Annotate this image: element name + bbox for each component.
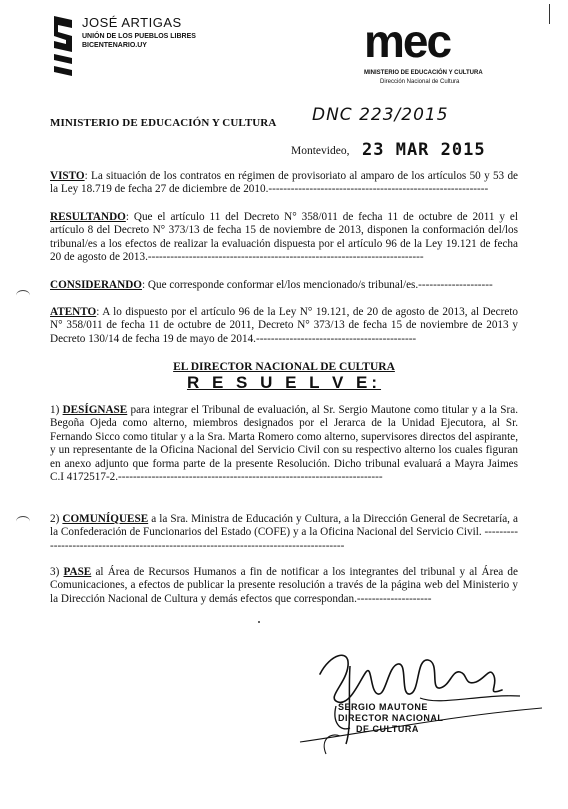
ministry-heading: MINISTERIO DE EDUCACIÓN Y CULTURA bbox=[50, 117, 277, 129]
item-3-label: PASE bbox=[63, 566, 92, 578]
director-title: EL DIRECTOR NACIONAL DE CULTURA bbox=[173, 361, 395, 373]
date-stamp: 23 MAR 2015 bbox=[362, 140, 486, 160]
signatory-title-2: DE CULTURA bbox=[356, 724, 419, 734]
considerando-text: : Que corresponde conformar el/los mencionado/s tribunal/es.-------------------- bbox=[142, 279, 493, 291]
considerando-label: CONSIDERANDO bbox=[50, 279, 142, 291]
artigas-name: JOSÉ ARTIGAS bbox=[82, 15, 182, 30]
visto-text: : La situación de los contratos en régimen de provisoriato al amparo de los artículos 50 y 53 de la Ley 18.719 de fecha 27 de diciembre de 2010.----------------------------------------------------------- bbox=[50, 170, 518, 196]
item-2-label: COMUNÍQUESE bbox=[62, 513, 149, 525]
mec-department: Dirección Nacional de Cultura bbox=[380, 79, 460, 85]
punch-hole-mark-2 bbox=[16, 516, 30, 527]
item-1-paragraph bbox=[50, 404, 518, 484]
item-2-text: a la Sra. Ministra de Educación y Cultura, a la Dirección General de Secretaría, a la Confederación de Funcionarios del Estado (COFE) y a la Oficina Nacional del Servicio Civil. ---------------------------------------------------------------------------------------- bbox=[50, 513, 519, 552]
item-1-number: 1) bbox=[50, 404, 63, 416]
item-1-label: DESÍGNASE bbox=[62, 404, 128, 416]
resultando-text: : Que el artículo 11 del Decreto N° 358/011 de fecha 11 de octubre de 2011 y el artículo 8 del Decreto N° 373/13 de fecha 15 de noviembre de 2013, disponen la conformación del/los tribunal/es a los efectos de realizar la evaluación dispuesta por el artículo 96 de la Ley 19.121 de fecha 20 de agosto de 2013.-------------------------------------------------------------------------- bbox=[50, 211, 518, 264]
stray-dot bbox=[258, 621, 260, 623]
item-3-text: al Área de Recursos Humanos a fin de notificar a los integrantes del tribunal y al Área de Comunicaciones, a efectos de publicar la presente resolución a través de la página web del Ministerio y la Dirección Nacional de Cultura y demás efectos que correspondan.-------------------- bbox=[50, 566, 518, 605]
considerando-paragraph bbox=[50, 279, 518, 292]
handwritten-reference: DNC 223/2015 bbox=[312, 105, 449, 125]
punch-hole-mark bbox=[16, 290, 30, 301]
item-3-paragraph bbox=[50, 566, 518, 606]
resuelve-heading: R E S U E L V E: bbox=[186, 373, 382, 392]
item-3-number: 3) bbox=[50, 566, 64, 578]
visto-label: VISTO bbox=[50, 170, 85, 182]
atento-label: ATENTO bbox=[50, 306, 97, 318]
resultando-label: RESULTANDO bbox=[50, 211, 126, 223]
atento-text: : A lo dispuesto por el artículo 96 de la Ley N° 19.121, de 20 de agosto de 2013, al Decreto N° 358/011 de fecha 11 de octubre de 2011, Decreto N° 373/13 de fecha 15 de noviembre de 2013 y Decreto 130/14 de fecha 19 de mayo de 2014.------------------------------------------- bbox=[50, 306, 518, 345]
mec-subtitle: MINISTERIO DE EDUCACIÓN Y CULTURA bbox=[364, 70, 483, 76]
artigas-site: BICENTENARIO.UY bbox=[82, 41, 147, 49]
item-1-text: para integrar el Tribunal de evaluación, al Sr. Sergio Mautone como titular y a la Sra. Begoña Ojeda como alterno, miembros designados por el Jerarca de la Unidad Ejecutora, al Sr. Fernando Sicco como titular y a la Sra. Marta Romero como alterno, supervisores directos del aspirante, y un representante de la Oficina Nacional del Servicio Civil con su respectivo alterno los cuales figuran en anexo adjunto que forma parte de la presente Resolución. Dicho tribunal evaluará a Mayra Jaimes C.I 4172517-2.----------------------------------------------------------------------- bbox=[50, 404, 518, 484]
item-2-number: 2) bbox=[50, 513, 63, 525]
handwritten-signature bbox=[280, 636, 550, 756]
item-2-paragraph bbox=[50, 513, 518, 553]
mec-wordmark: mec bbox=[364, 15, 451, 67]
signatory-title-1: DIRECTOR NACIONAL bbox=[338, 713, 444, 723]
date-place: Montevideo, bbox=[291, 145, 350, 157]
signatory-name: SERGIO MAUTONE bbox=[338, 702, 428, 712]
visto-paragraph bbox=[50, 170, 518, 197]
signatory-block bbox=[338, 702, 478, 735]
margin-mark bbox=[549, 4, 550, 24]
atento-paragraph bbox=[50, 306, 518, 346]
artigas-logo bbox=[50, 14, 200, 76]
artigas-mark-icon bbox=[50, 14, 76, 76]
artigas-subtitle: UNIÓN DE LOS PUEBLOS LIBRES bbox=[82, 32, 196, 40]
resultando-paragraph bbox=[50, 211, 518, 265]
mec-logo bbox=[358, 15, 518, 90]
